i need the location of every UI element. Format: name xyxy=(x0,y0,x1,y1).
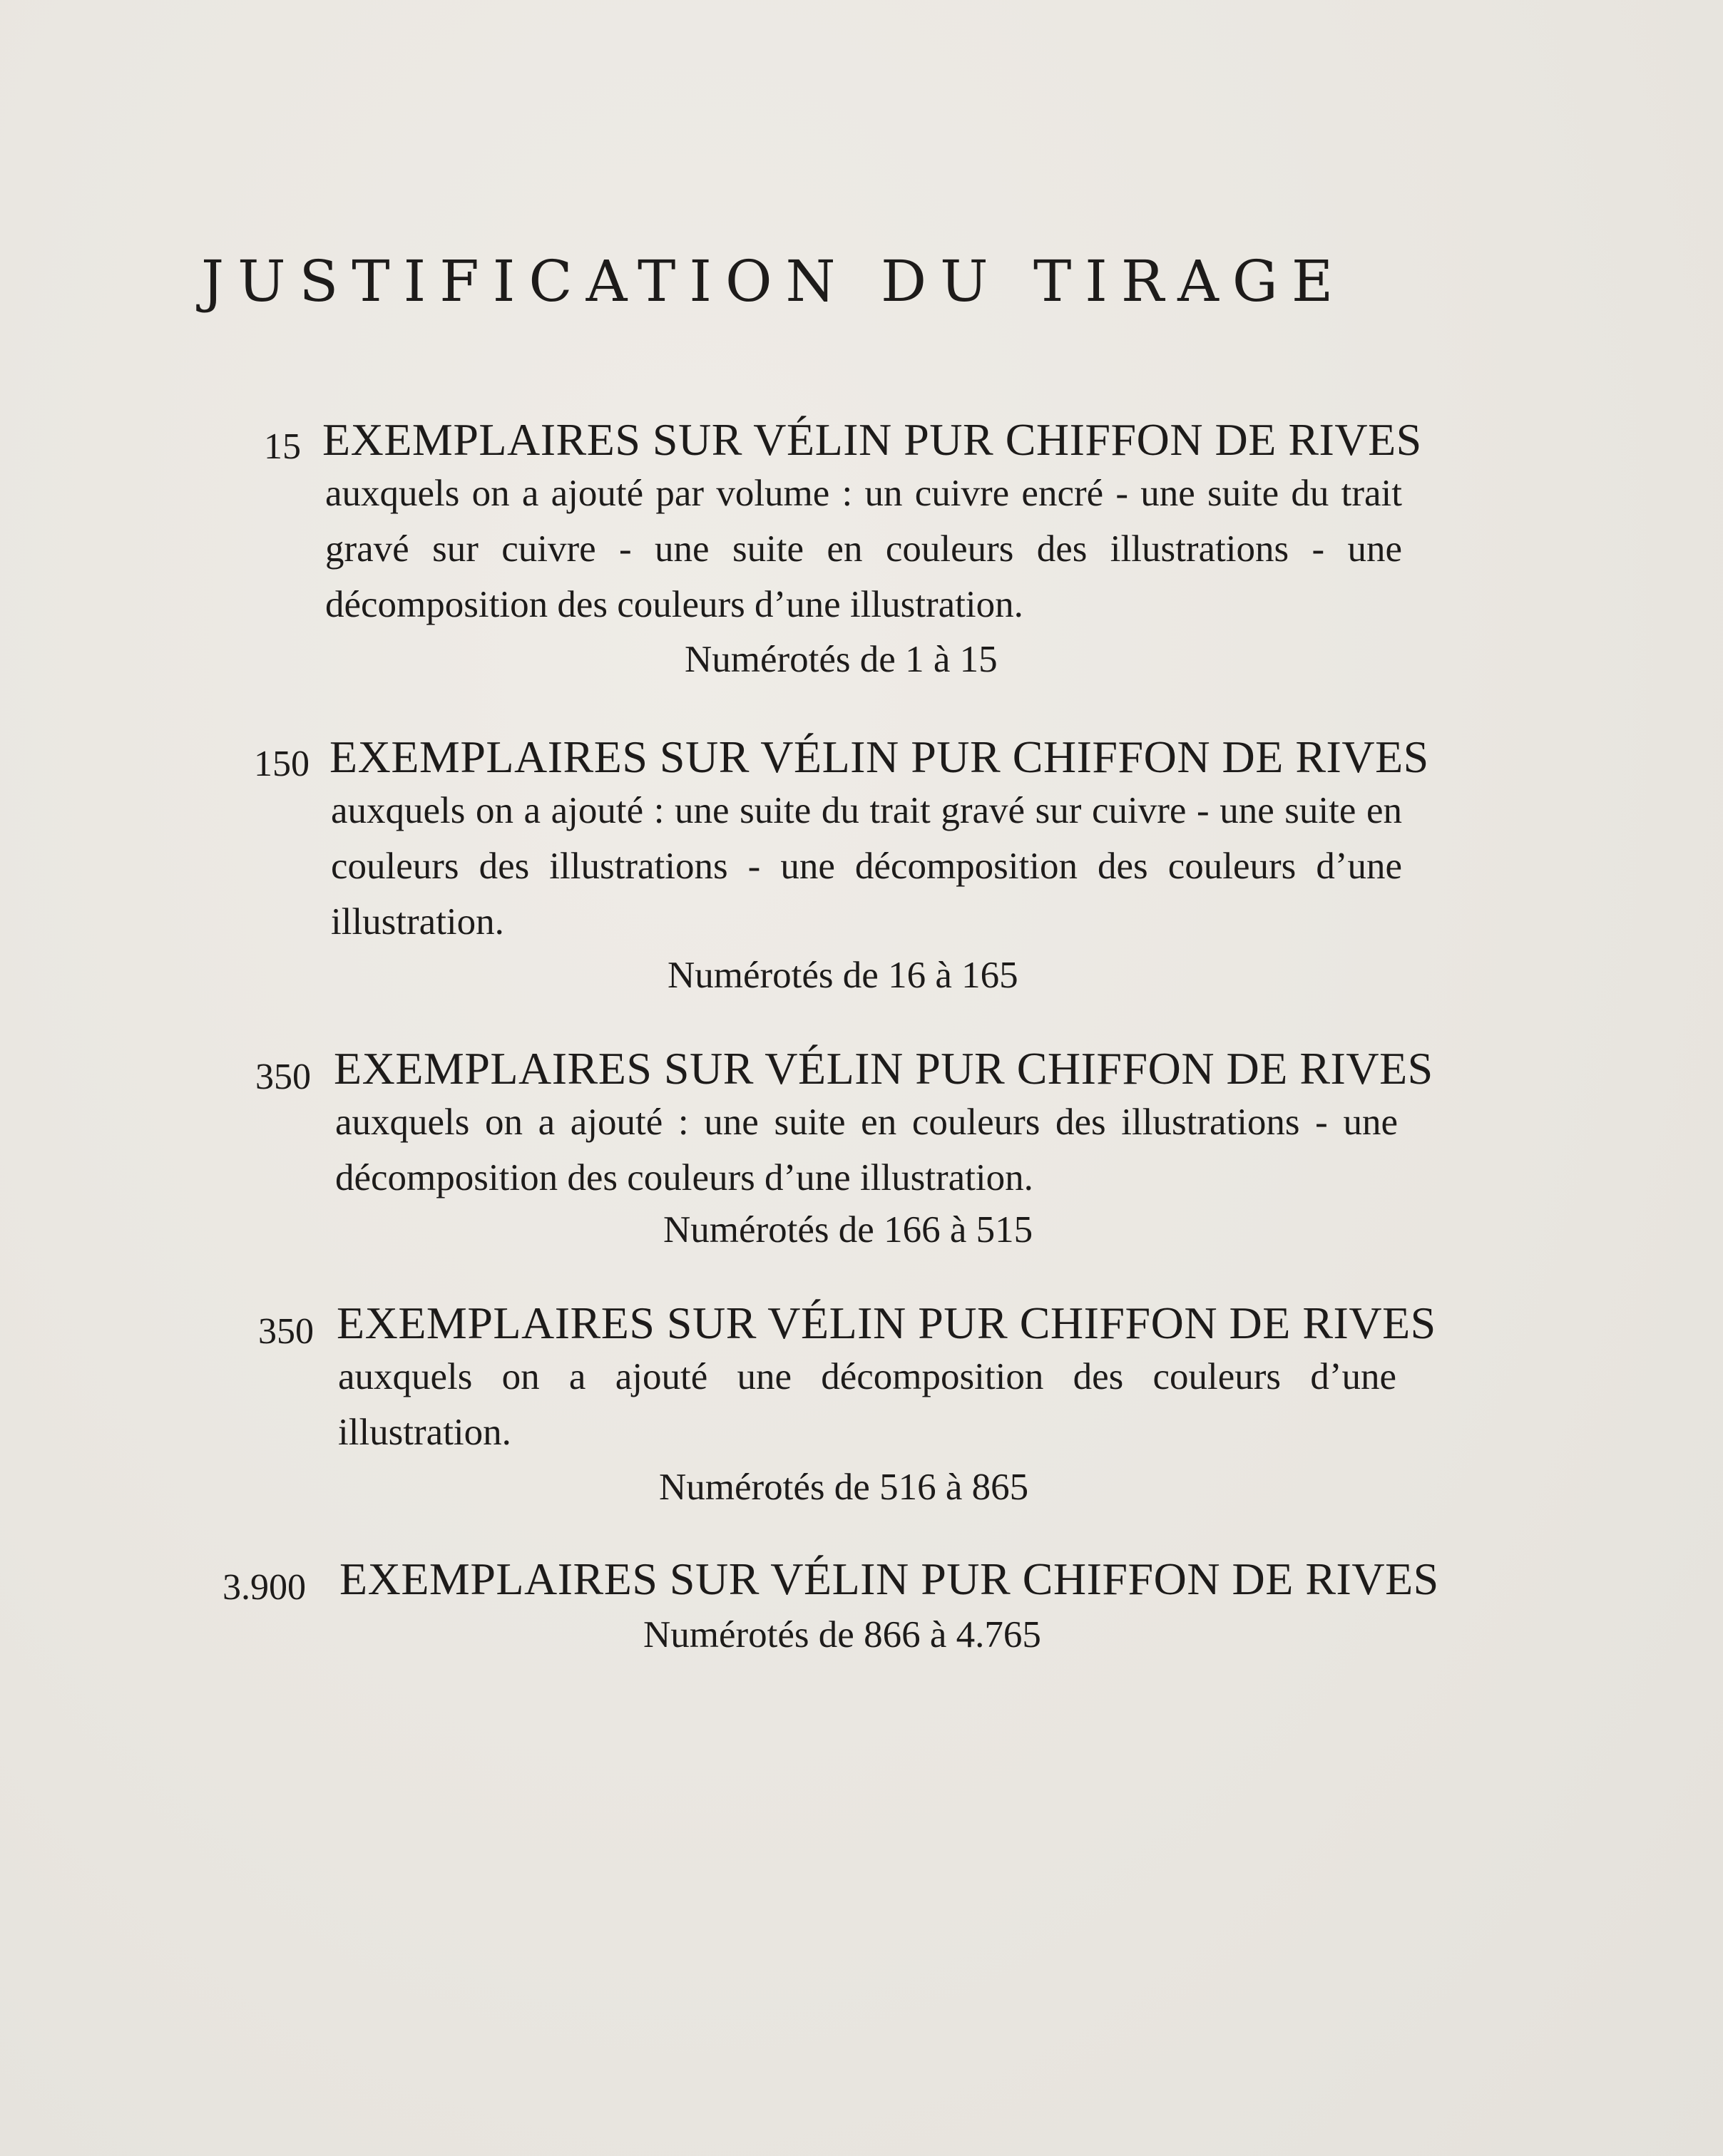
edition-entry xyxy=(264,414,1476,688)
page-title: JUSTIFICATION DU TIRAGE xyxy=(201,248,1347,314)
edition-entry xyxy=(258,1300,1471,1514)
edition-entry xyxy=(223,1554,1439,1670)
edition-description: auxquels on a ajouté une décomposition des couleurs d’une illustration. xyxy=(338,1356,1396,1453)
edition-description: auxquels on a ajouté : une suite du trait gravé sur cuivre - une suite en couleurs des illustrations - une décomposition des couleurs d’une illustration. xyxy=(331,790,1402,943)
edition-entry xyxy=(255,1043,1468,1260)
edition-numbering: Numérotés de 1 à 15 xyxy=(685,639,998,680)
edition-count: 150 xyxy=(254,744,310,784)
edition-numbering: Numérotés de 516 à 865 xyxy=(659,1467,1029,1508)
edition-description: auxquels on a ajouté : une suite en couleurs des illustrations - une décomposition des couleurs d’une illustration. xyxy=(335,1102,1398,1198)
edition-heading: EXEMPLAIRES SUR VÉLIN PUR CHIFFON DE RIVES xyxy=(339,1554,1439,1604)
edition-entry xyxy=(254,734,1466,1005)
edition-heading: EXEMPLAIRES SUR VÉLIN PUR CHIFFON DE RIVES xyxy=(337,1298,1436,1348)
edition-heading: EXEMPLAIRES SUR VÉLIN PUR CHIFFON DE RIVES xyxy=(334,1043,1433,1094)
edition-numbering: Numérotés de 866 à 4.765 xyxy=(643,1614,1041,1655)
edition-count: 350 xyxy=(258,1311,314,1352)
edition-count: 3.900 xyxy=(223,1567,306,1608)
edition-heading: EXEMPLAIRES SUR VÉLIN PUR CHIFFON DE RIVES xyxy=(329,732,1429,782)
edition-numbering: Numérotés de 16 à 165 xyxy=(668,955,1018,996)
edition-count: 15 xyxy=(264,426,301,467)
edition-numbering: Numérotés de 166 à 515 xyxy=(663,1209,1033,1251)
edition-description: auxquels on a ajouté par volume : un cuivre encré - une suite du trait gravé sur cuivre - une suite en couleurs des illustrations - une décomposition des couleurs d’une illustration. xyxy=(325,473,1402,625)
edition-count: 350 xyxy=(255,1057,311,1097)
edition-heading: EXEMPLAIRES SUR VÉLIN PUR CHIFFON DE RIVES xyxy=(322,414,1422,465)
